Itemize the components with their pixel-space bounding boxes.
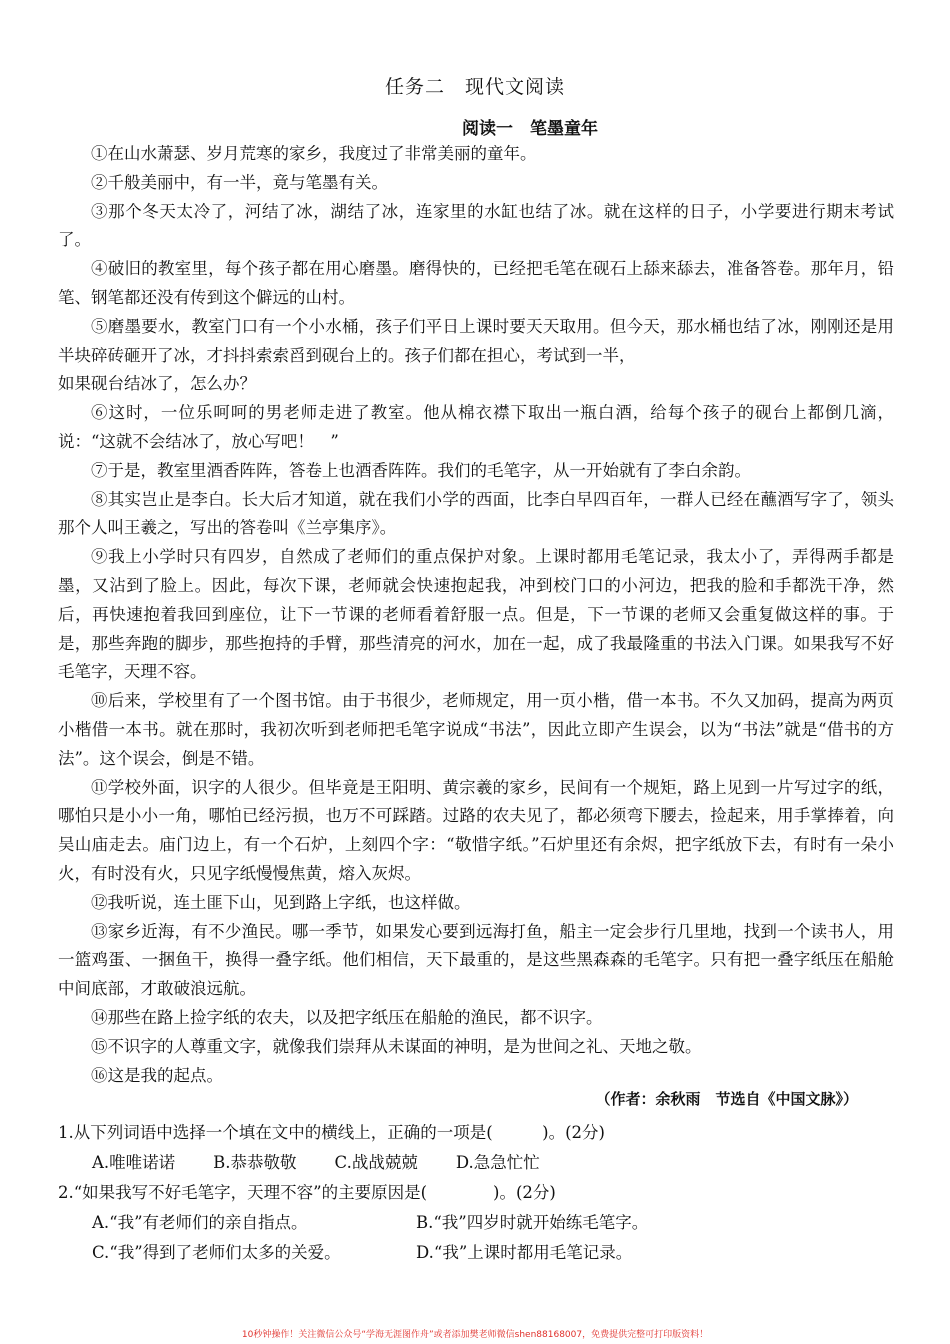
option-d: D.“我”上课时都用毛笔记录。	[416, 1243, 633, 1262]
reading-title: 阅读一 笔墨童年	[462, 119, 598, 139]
option-a: A.“我”有老师们的亲自指点。	[92, 1213, 308, 1232]
question-section	[58, 1118, 898, 1268]
option-b: B.“我”四岁时就开始练毛笔字。	[416, 1213, 649, 1232]
paragraph: ⑩后来，学校里有了一个图书馆。由于书很少，老师规定，用一页小楷，借一本书。不久又加码，提高为两页小楷借一本书。就在那时，我初次听到老师把毛笔字说成“书法”，因此立即产生误会，以为“书法”就是“借书的方法”。这个误会，倒是不错。	[58, 691, 894, 768]
paragraph: ②千般美丽中，有一半，竟与笔墨有关。	[91, 172, 388, 192]
paragraph: ④破旧的教室里，每个孩子都在用心磨墨。磨得快的，已经把毛笔在砚石上舔来舔去，准备答卷。那年月，铅笔、钢笔都还没有传到这个僻远的山村。	[58, 259, 894, 307]
paragraph: ⑧其实岂止是李白。长大后才知道，就在我们小学的西面，比李白早四百年，一群人已经在蘸酒写字了，领头那个人叫王羲之，写出的答卷叫《兰亭集序》。	[58, 489, 894, 538]
paragraph: ⑫我听说，连土匪下山，见到路上字纸，也这样做。	[91, 892, 471, 912]
paragraph: ⑨我上小学时只有四岁，自然成了老师们的重点保护对象。上课时都用毛笔记录，我太小了，弄得两手都是墨，又沾到了脸上。因此，每次下课，老师就会快速抱起我，冲到校门口的小河边，把我的脸和手都洗干净，然后，再快速抱着我回到座位，让下一节课的老师看着舒服一点。但是，下一节课的老师又会重复做这样的事。于是，那些奔跑的脚步，那些抱持的手臂，那些清亮的河水，加在一起，成了我最隆重的书法入门课。如果我写不好毛笔字，天理不容。	[58, 547, 894, 682]
section-title: 任务二 现代文阅读	[384, 76, 565, 98]
paragraph: ⑭那些在路上捡字纸的农夫，以及把字纸压在船舱的渔民，都不识字。	[91, 1007, 603, 1027]
question-2-stem: 2.“如果我写不好毛笔字，天理不容”的主要原因是( )。(2分)	[58, 1183, 556, 1202]
paragraph: ⑮不识字的人尊重文字，就像我们崇拜从未谋面的神明，是为世间之礼、天地之敬。	[91, 1036, 702, 1056]
footer-notice: 10秒钟操作！关注微信公众号“学海无涯图作舟”或者添加樊老师微信shen88168007，免费提供完整可打印版资料！	[241, 1330, 709, 1340]
option-b: B.恭恭敬敬	[213, 1153, 297, 1172]
paragraph: ⑪学校外面，识字的人很少。但毕竟是王阳明、黄宗羲的家乡，民间有一个规矩，路上见到一片写过字的纸，哪怕只是小小一角，哪怕已经污损，也万不可踩踏。过路的农夫见了，都必须弯下腰去，捡起来，用手掌捧着，向吴山庙走去。庙门边上，有一个石炉，上刻四个字：“敬惜字纸。”石炉里还有余烬，把字纸放下去，有时有一朵小火，有时没有火，只见字纸慢慢焦黄，熔入灰烬。	[58, 777, 894, 883]
option-a: A.唯唯诺诺	[92, 1153, 176, 1172]
paragraph: ⑥这时，一位乐呵呵的男老师走进了教室。他从棉衣襟下取出一瓶白酒，给每个孩子的砚台上都倒几滴，说：“这就不会结冰了，放心写吧！ ”	[58, 403, 894, 451]
paragraph: ⑯这是我的起点。	[91, 1065, 223, 1085]
question-2-options-row-2	[58, 1238, 898, 1268]
option-c: C.战战兢兢	[334, 1153, 418, 1172]
paragraph: ⑬家乡近海，有不少渔民。哪一季节，如果发心要到远海打鱼，船主一定会步行几里地，找到一个读书人，用一篮鸡蛋、一捆鱼干，换得一叠字纸。他们相信，天下最重的，是这些黑森森的毛笔字。只有把一叠字纸压在船舱中间底部，才敢破浪远航。	[58, 921, 894, 999]
paragraph: ③那个冬天太冷了，河结了冰，湖结了冰，连家里的水缸也结了冰。就在这样的日子，小学要进行期末考试了。	[58, 201, 894, 250]
question-1-stem: 1.从下列词语中选择一个填在文中的横线上，正确的一项是( )。(2分)	[58, 1123, 605, 1142]
paragraph: ①在山水萧瑟、岁月荒寒的家乡，我度过了非常美丽的童年。	[91, 144, 537, 163]
author-credit: （作者：余秋雨 节选自《中国文脉》）	[595, 1090, 858, 1108]
option-c: C.“我”得到了老师们太多的关爱。	[92, 1243, 341, 1262]
question-2-options-row-1	[58, 1208, 898, 1238]
paragraph: ⑤磨墨要水，教室门口有一个小水桶，孩子们平日上课时要天天取用。但今天，那水桶也结了冰，刚刚还是用半块碎砖砸开了冰，才抖抖索索舀到砚台上的。孩子们都在担心，考试到一半，	[58, 316, 894, 365]
option-d: D.急急忙忙	[455, 1153, 540, 1172]
article-body	[58, 140, 894, 1090]
paragraph: 如果砚台结冰了，怎么办？	[58, 374, 256, 394]
question-1-options	[58, 1148, 898, 1178]
paragraph: ⑦于是，教室里酒香阵阵，答卷上也酒香阵阵。我们的毛笔字，从一开始就有了李白余韵。	[91, 460, 751, 480]
